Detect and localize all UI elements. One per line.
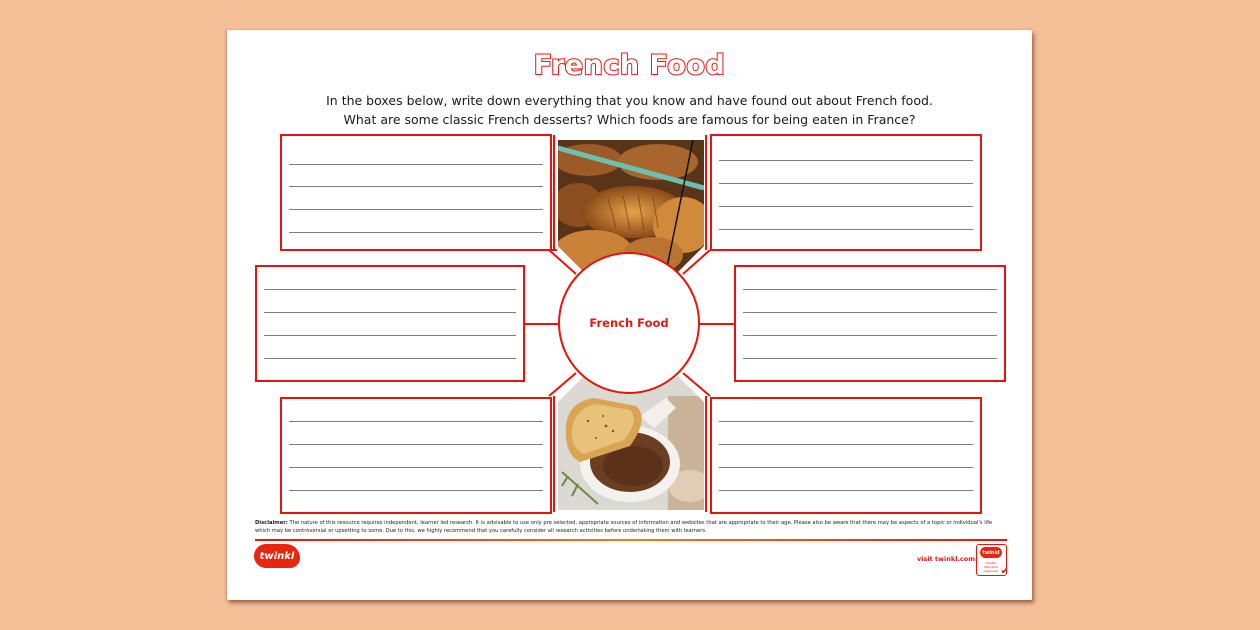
writing-line: [289, 164, 543, 165]
writing-line: [719, 229, 973, 230]
writing-line: [719, 444, 973, 445]
twinkl-logo: [254, 544, 300, 568]
center-topic-label: French Food: [589, 316, 669, 330]
worksheet-title: French Food: [533, 50, 726, 81]
writing-line: [289, 186, 543, 187]
visit-link[interactable]: visit twinkl.com: [917, 555, 976, 563]
disclaimer-text: The nature of this resource requires independent, learner led research. It is advisable to use only pre selected, appropriate sources of information and websites that are appropriate to their age. Please also be aware that there may be aspects of a topic or individual's life which may be controversial or upsetting to some. Due to this, we highly recommend that you carefully consider all research activities before undertaking them with learners.: [255, 520, 993, 534]
writing-line: [719, 160, 973, 161]
writing-box-top-right[interactable]: [710, 134, 982, 251]
writing-line: [743, 289, 997, 290]
disclaimer: [255, 520, 1007, 535]
writing-line: [719, 183, 973, 184]
instruction-line-2: What are some classic French desserts? Which foods are famous for being eaten in France?: [343, 112, 916, 127]
center-topic-circle: [558, 252, 700, 394]
badge-logo: twinkl: [980, 547, 1002, 558]
footer-divider: [255, 539, 1007, 541]
writing-box-middle-left[interactable]: [255, 265, 525, 382]
onion-soup-image: [558, 376, 704, 510]
writing-line: [289, 490, 543, 491]
writing-line: [289, 467, 543, 468]
writing-line: [264, 312, 516, 313]
worksheet-page: [227, 30, 1032, 600]
writing-line: [743, 358, 997, 359]
checkmark-icon: ✔: [1000, 566, 1009, 577]
writing-line: [289, 421, 543, 422]
writing-line: [743, 312, 997, 313]
badge-text: Quality Standard Approved: [983, 561, 999, 573]
writing-line: [264, 289, 516, 290]
disclaimer-label: Disclaimer:: [255, 520, 288, 526]
twinkl-logo-text: twinkl: [259, 550, 295, 562]
writing-line: [719, 467, 973, 468]
instruction-line-1: In the boxes below, write down everything that you know and have found out about French food.: [326, 93, 933, 108]
writing-line: [719, 206, 973, 207]
writing-line: [719, 421, 973, 422]
writing-line: [719, 490, 973, 491]
writing-box-bottom-left[interactable]: [280, 397, 552, 514]
writing-line: [264, 335, 516, 336]
quality-badge-icon: [976, 544, 1007, 576]
writing-line: [289, 209, 543, 210]
writing-box-top-left[interactable]: [280, 134, 552, 251]
writing-box-middle-right[interactable]: [734, 265, 1006, 382]
writing-line: [743, 335, 997, 336]
writing-line: [264, 358, 516, 359]
writing-line: [289, 232, 543, 233]
writing-box-bottom-right[interactable]: [710, 397, 982, 514]
writing-line: [289, 444, 543, 445]
